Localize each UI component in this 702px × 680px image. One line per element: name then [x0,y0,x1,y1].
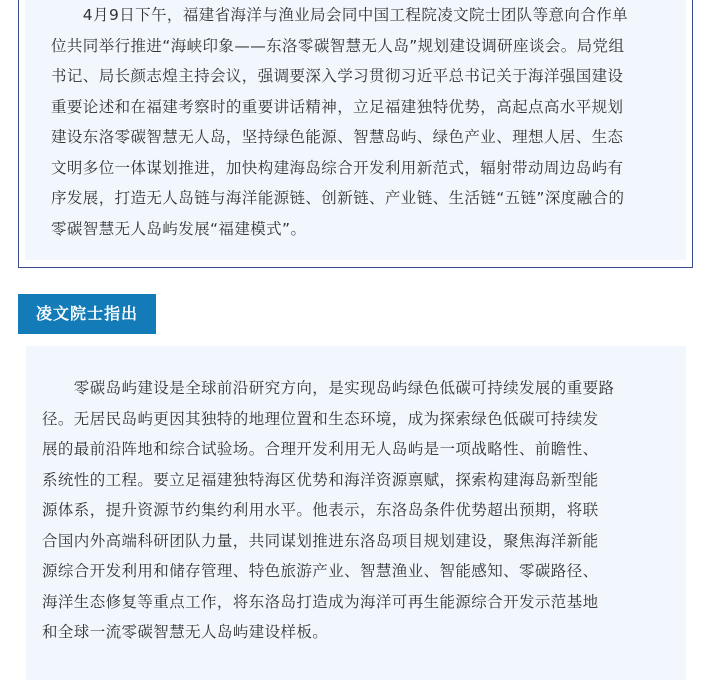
news-frame [18,0,693,268]
quote-line: 径。无居民岛屿更因其独特的地理位置和生态环境，成为探索绿色低碳可持续发 [42,409,599,428]
news-line: 零碳智慧无人岛屿发展“福建模式”。 [51,219,307,238]
news-line: 文明多位一体谋划推进，加快构建海岛综合开发利用新范式，辐射带动周边岛屿有 [51,158,624,177]
news-panel [25,0,686,260]
quote-panel [26,346,686,680]
news-paragraph [51,0,670,244]
quote-line: 和全球一流零碳智慧无人岛屿建设样板。 [42,623,329,641]
news-line: 建设东洛零碳智慧无人岛，坚持绿色能源、智慧岛屿、绿色产业、理想人居、生态 [51,128,624,146]
quote-line: 海洋生态修复等重点工作，将东洛岛打造成为海洋可再生能源综合开发示范基地 [42,592,599,611]
quote-line: 源综合开发利用和储存管理、特色旅游产业、智慧渔业、智能感知、零碳路径、 [42,562,599,580]
quote-line: 零碳岛屿建设是全球前沿研究方向，是实现岛屿绿色低碳可持续发展的重要路 [42,379,615,397]
quote-line: 展的最前沿阵地和综合试验场。合理开发利用无人岛屿是一项战略性、前瞻性、 [42,440,599,458]
section-tag: 凌文院士指出 [18,294,156,334]
quote-line: 源体系，提升资源节约集约利用水平。他表示，东洛岛条件优势超出预期，将联 [42,501,599,519]
news-line: 4月9日下午，福建省海洋与渔业局会同中国工程院凌文院士团队等意向合作单 [51,6,629,24]
quote-line: 合国内外高端科研团队力量，共同谋划推进东洛岛项目规划建设，聚焦海洋新能 [42,531,599,550]
quote-line: 系统性的工程。要立足福建独特海区优势和海洋资源禀赋，探索构建海岛新型能 [42,470,599,489]
news-line: 书记、局长颜志煌主持会议，强调要深入学习贯彻习近平总书记关于海洋强国建设 [51,67,624,85]
news-line: 位共同举行推进“海峡印象——东洛零碳智慧无人岛”规划建设调研座谈会。局党组 [51,36,625,55]
news-line: 重要论述和在福建考察时的重要讲话精神，立足福建独特优势，高起点高水平规划 [51,97,624,116]
quote-paragraph [42,373,676,648]
news-line: 序发展，打造无人岛链与海洋能源链、创新链、产业链、生活链“五链”深度融合的 [51,189,625,207]
